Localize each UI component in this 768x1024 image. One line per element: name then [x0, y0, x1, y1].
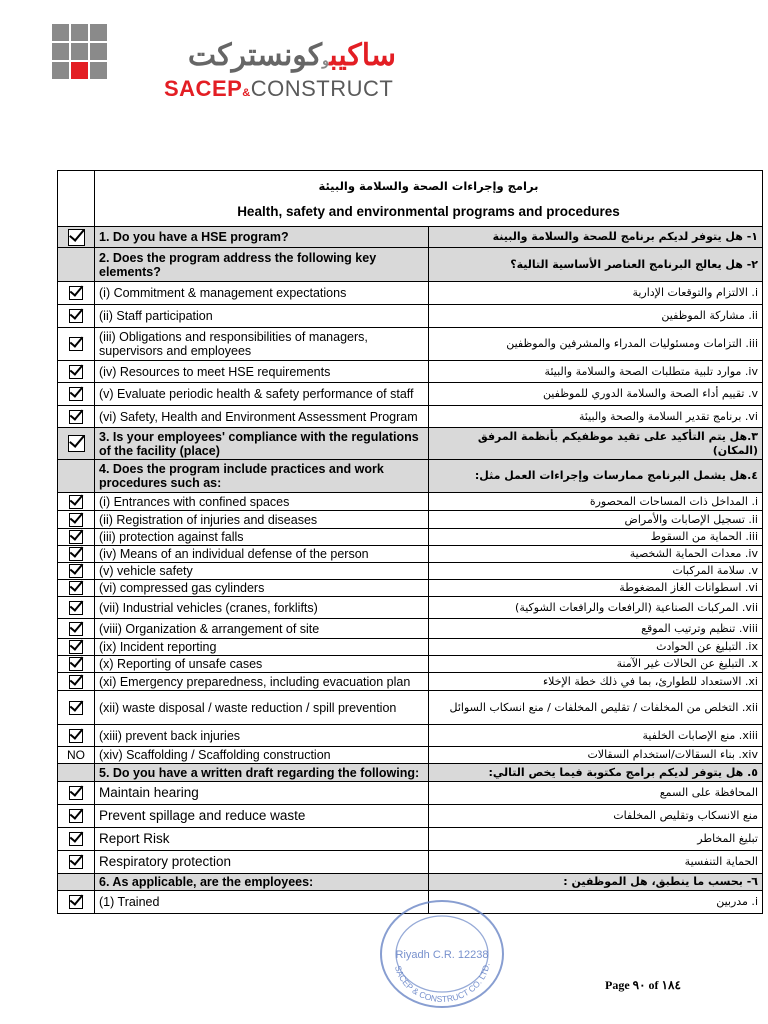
section-row	[58, 428, 763, 460]
item-arabic: المحافظة على السمع	[429, 782, 763, 805]
item-arabic: vii. المركبات الصناعية (الرافعات والرافعات الشوكية)	[429, 597, 763, 619]
logo-square	[90, 62, 107, 79]
status-cell	[58, 874, 95, 891]
checkbox-checked-icon[interactable]	[69, 675, 83, 689]
item-english: (v) vehicle safety	[95, 563, 429, 580]
status-cell[interactable]	[58, 428, 95, 460]
checkbox-checked-icon[interactable]	[69, 410, 83, 424]
checkbox-checked-icon[interactable]	[69, 564, 83, 578]
status-cell[interactable]	[58, 328, 95, 361]
item-english: (ii) Staff participation	[95, 305, 429, 328]
item-arabic: xi. الاستعداد للطوارئ، بما في ذلك خطة الإخلاء	[429, 673, 763, 691]
empty-cell	[58, 171, 95, 227]
status-cell	[58, 747, 95, 764]
item-english: 6. As applicable, are the employees:	[95, 874, 429, 891]
item-row	[58, 782, 763, 805]
hse-form-table	[57, 170, 763, 914]
item-english: (xi) Emergency preparedness, including evacuation plan	[95, 673, 429, 691]
item-row	[58, 282, 763, 305]
item-row	[58, 580, 763, 597]
checkbox-checked-icon[interactable]	[69, 387, 83, 401]
item-row	[58, 673, 763, 691]
checkbox-checked-icon[interactable]	[69, 701, 83, 715]
item-arabic: ٦- بحسب ما ينطبق، هل الموظفين :	[429, 874, 763, 891]
item-row	[58, 747, 763, 764]
logo-square-red	[71, 62, 88, 79]
checkbox-checked-icon[interactable]	[69, 286, 83, 300]
logo-square	[52, 24, 69, 41]
item-english: Maintain hearing	[95, 782, 429, 805]
item-arabic: ٤.هل يشمل البرنامج ممارسات وإجراءات العمل مثل:	[429, 460, 763, 493]
form-title-arabic: برامج وإجراءات الصحة والسلامة والبيئة	[318, 178, 539, 193]
item-arabic: iii. التزامات ومسئوليات المدراء والمشرفين والموظفين	[429, 328, 763, 361]
item-row	[58, 529, 763, 546]
checkbox-checked-icon[interactable]	[69, 622, 83, 636]
item-english: Report Risk	[95, 828, 429, 851]
status-cell[interactable]	[58, 725, 95, 747]
checkbox-checked-icon[interactable]	[69, 855, 83, 869]
item-english: (vi) compressed gas cylinders	[95, 580, 429, 597]
item-english: 3. Is your employees' compliance with the regulations of the facility (place)	[95, 428, 429, 460]
status-cell[interactable]	[58, 828, 95, 851]
status-cell[interactable]	[58, 619, 95, 639]
item-english: (iii) Obligations and responsibilities of managers, supervisors and employees	[95, 328, 429, 361]
item-english: (xiii) prevent back injuries	[95, 725, 429, 747]
item-english: (xii) waste disposal / waste reduction / spill prevention	[95, 691, 429, 725]
item-arabic: ix. التبليغ عن الحوادث	[429, 639, 763, 656]
section-row	[58, 460, 763, 493]
status-cell[interactable]	[58, 361, 95, 383]
item-arabic: iv. معدات الحماية الشخصية	[429, 546, 763, 563]
logo-square	[71, 43, 88, 60]
checkbox-checked-icon[interactable]	[69, 495, 83, 509]
item-arabic: v. تقييم أداء الصحة والسلامة الدوري للموظفين	[429, 383, 763, 406]
stamp-city: Riyadh C.R. 12238	[395, 949, 489, 961]
item-english: (xiv) Scaffolding / Scaffolding construction	[95, 747, 429, 764]
status-cell[interactable]	[58, 563, 95, 580]
status-cell[interactable]	[58, 406, 95, 428]
item-english: (ix) Incident reporting	[95, 639, 429, 656]
checkbox-checked-icon[interactable]	[69, 809, 83, 823]
section-row	[58, 874, 763, 891]
item-row	[58, 546, 763, 563]
item-english: (x) Reporting of unsafe cases	[95, 656, 429, 673]
checkbox-checked-icon[interactable]	[69, 547, 83, 561]
checkbox-checked-icon[interactable]	[68, 435, 85, 452]
item-arabic: ٢- هل يعالج البرنامج العناصر الأساسية التالية؟	[429, 248, 763, 282]
stamp-ring-text: SACEP & CONSTRUCT CO. LTD.	[392, 962, 492, 1005]
item-arabic: ii. تسجيل الإصابات والأمراض	[429, 511, 763, 529]
checkbox-checked-icon[interactable]	[69, 530, 83, 544]
item-row	[58, 725, 763, 747]
checkbox-checked-icon[interactable]	[68, 229, 85, 246]
status-cell[interactable]	[58, 691, 95, 725]
checkbox-checked-icon[interactable]	[69, 309, 83, 323]
status-cell[interactable]	[58, 227, 95, 248]
item-row	[58, 361, 763, 383]
item-english: 1. Do you have a HSE program?	[95, 227, 429, 248]
item-arabic: xiv. بناء السقالات/استخدام السقالات	[429, 747, 763, 764]
item-arabic: xii. التخلص من المخلفات / تقليص المخلفات / منع انسكاب السوائل	[429, 691, 763, 725]
item-english: Prevent spillage and reduce waste	[95, 805, 429, 828]
status-cell[interactable]	[58, 597, 95, 619]
item-arabic: ٥. هل يتوفر لديكم برامج مكتوبة فيما يخص التالي:	[429, 764, 763, 782]
checkbox-checked-icon[interactable]	[69, 832, 83, 846]
checkbox-checked-icon[interactable]	[69, 786, 83, 800]
item-arabic: تبليغ المخاطر	[429, 828, 763, 851]
checkbox-checked-icon[interactable]	[69, 513, 83, 527]
item-english: 4. Does the program include practices and work procedures such as:	[95, 460, 429, 493]
status-cell	[58, 764, 95, 782]
item-row	[58, 383, 763, 406]
item-row	[58, 406, 763, 428]
item-arabic: i. مدربين	[429, 891, 763, 914]
item-arabic: ٣.هل يتم التأكيد على تقيد موظفيكم بأنظمة المرفق (المكان)	[429, 428, 763, 460]
section-row	[58, 227, 763, 248]
checkbox-checked-icon[interactable]	[69, 729, 83, 743]
item-english: 5. Do you have a written draft regarding the following:	[95, 764, 429, 782]
section-row	[58, 764, 763, 782]
item-row	[58, 597, 763, 619]
item-english: (v) Evaluate periodic health & safety performance of staff	[95, 383, 429, 406]
section-row	[58, 248, 763, 282]
item-english: (iv) Means of an individual defense of the person	[95, 546, 429, 563]
item-english: Respiratory protection	[95, 851, 429, 874]
checkbox-checked-icon[interactable]	[69, 895, 83, 909]
status-cell[interactable]	[58, 383, 95, 406]
item-arabic: iv. موارد تلبية متطلبات الصحة والسلامة والبيئة	[429, 361, 763, 383]
item-row	[58, 805, 763, 828]
item-english: (vii) Industrial vehicles (cranes, forklifts)	[95, 597, 429, 619]
form-title-english: Health, safety and environmental programs and procedures	[237, 203, 620, 219]
item-arabic: i. المداخل ذات المساحات المحصورة	[429, 493, 763, 511]
item-row	[58, 511, 763, 529]
item-english: (1) Trained	[95, 891, 429, 914]
status-cell[interactable]	[58, 305, 95, 328]
item-arabic: viii. تنظيم وترتيب الموقع	[429, 619, 763, 639]
item-english: 2. Does the program address the following key elements?	[95, 248, 429, 282]
company-logo	[52, 24, 396, 101]
item-arabic: vi. برنامج تقدير السلامة والصحة والبيئة	[429, 406, 763, 428]
item-arabic: vi. اسطوانات الغاز المضغوطة	[429, 580, 763, 597]
item-arabic: منع الانسكاب وتقليص المخلفات	[429, 805, 763, 828]
status-cell[interactable]	[58, 529, 95, 546]
status-cell[interactable]	[58, 511, 95, 529]
status-cell[interactable]	[58, 805, 95, 828]
logo-square	[71, 24, 88, 41]
item-row	[58, 656, 763, 673]
form-title	[95, 171, 763, 227]
item-arabic: x. التبليغ عن الحالات غير الآمنة	[429, 656, 763, 673]
checkbox-checked-icon[interactable]	[69, 657, 83, 671]
status-cell[interactable]	[58, 546, 95, 563]
status-cell[interactable]	[58, 782, 95, 805]
item-arabic: الحماية التنفسية	[429, 851, 763, 874]
status-cell[interactable]	[58, 282, 95, 305]
status-cell[interactable]	[58, 639, 95, 656]
status-no-text: NO	[67, 748, 85, 762]
checkbox-checked-icon[interactable]	[69, 365, 83, 379]
status-cell[interactable]	[58, 673, 95, 691]
item-row	[58, 851, 763, 874]
item-row	[58, 305, 763, 328]
item-arabic: ١- هل يتوفر لديكم برنامج للصحة والسلامة والبينة	[429, 227, 763, 248]
item-row	[58, 563, 763, 580]
page-number: Page ٩٠ of ١٨٤	[605, 978, 681, 992]
status-cell[interactable]	[58, 580, 95, 597]
status-cell[interactable]	[58, 493, 95, 511]
item-row	[58, 328, 763, 361]
item-row	[58, 619, 763, 639]
item-english: (iii) protection against falls	[95, 529, 429, 546]
checkbox-checked-icon[interactable]	[69, 337, 83, 351]
status-cell	[58, 460, 95, 493]
item-arabic: xiii. منع الإصابات الخلفية	[429, 725, 763, 747]
status-cell[interactable]	[58, 851, 95, 874]
checkbox-checked-icon[interactable]	[69, 581, 83, 595]
company-stamp	[378, 898, 506, 1010]
item-arabic: i. الالتزام والتوقعات الإدارية	[429, 282, 763, 305]
item-arabic: v. سلامة المركبات	[429, 563, 763, 580]
item-english: (viii) Organization & arrangement of site	[95, 619, 429, 639]
logo-square	[90, 43, 107, 60]
item-english: (i) Entrances with confined spaces	[95, 493, 429, 511]
item-row	[58, 639, 763, 656]
item-row	[58, 691, 763, 725]
checkbox-checked-icon[interactable]	[69, 640, 83, 654]
status-cell[interactable]	[58, 891, 95, 914]
item-arabic: iii. الحماية من السقوط	[429, 529, 763, 546]
logo-square	[90, 24, 107, 41]
item-row	[58, 493, 763, 511]
form-title-row	[58, 171, 763, 227]
logo-square	[52, 62, 69, 79]
item-english: (ii) Registration of injuries and diseases	[95, 511, 429, 529]
item-arabic: ii. مشاركة الموظفين	[429, 305, 763, 328]
item-english: (iv) Resources to meet HSE requirements	[95, 361, 429, 383]
status-cell	[58, 248, 95, 282]
status-cell[interactable]	[58, 656, 95, 673]
brand-arabic: ساكيبوكونستركت	[187, 39, 396, 72]
item-row	[58, 828, 763, 851]
logo-square	[52, 43, 69, 60]
brand-english: SACEP&CONSTRUCT	[164, 76, 394, 101]
item-english: (vi) Safety, Health and Environment Assessment Program	[95, 406, 429, 428]
checkbox-checked-icon[interactable]	[69, 601, 83, 615]
item-english: (i) Commitment & management expectations	[95, 282, 429, 305]
